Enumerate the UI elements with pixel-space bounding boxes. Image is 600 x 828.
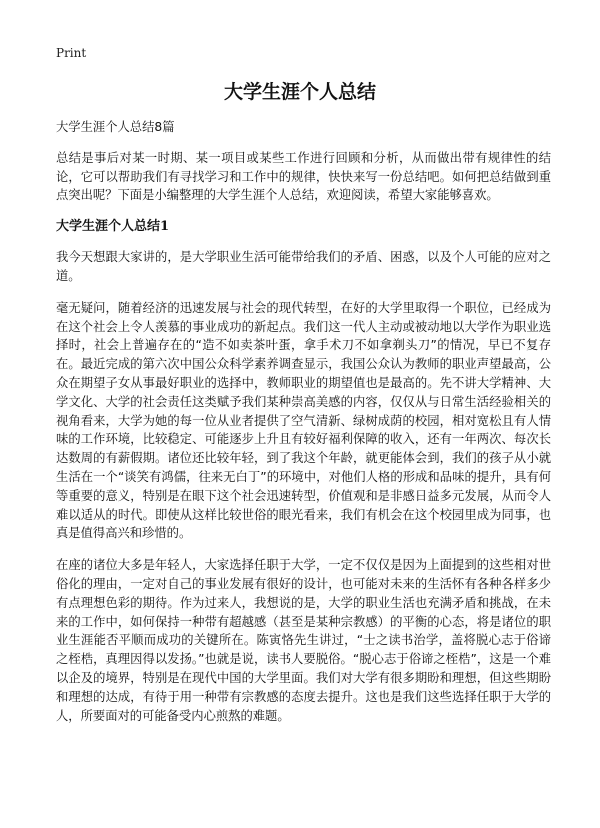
body-paragraph-3: 在座的诸位大多是年轻人，大家选择任职于大学，一定不仅仅是因为上面提到的这些相对世俗化的理由，一定对自己的事业发展有很好的设计，也可能对未来的生活怀有各种各样多少有点理想色彩的期待。作为过来人，我想说的是，大学的职业生活也充满矛盾和挑战，在未来的工作中，如何保持一种带有超越感（甚至是某种宗教感）的平衡的心态，将是诸位的职业生涯能否平顺而成功的关键所在。陈寅恪先生讲过，“士之读书治学，盖将脱心志于俗谛之桎梏，真理因得以发扬。”也就是说，读书人要脱俗。“脱心志于俗谛之桎梏”，这是一个难以企及的境界，特别是在现代中国的大学里面。我们对大学有很多期盼和理想，但这些期盼和理想的达成，有待于用一种带有宗教感的态度去提升。这也是我们这些选择任职于大学的人，所要面对的可能备受内心煎熬的难题。 <box>56 558 551 723</box>
article-subtitle: 大学生涯个人总结8篇 <box>56 120 175 134</box>
print-link[interactable]: Print <box>56 46 87 60</box>
body-paragraph-1: 我今天想跟大家讲的，是大学职业生活可能带给我们的矛盾、困惑，以及个人可能的应对之道。 <box>56 250 551 283</box>
intro-paragraph: 总结是事后对某一时期、某一项目或某些工作进行回顾和分析，从而做出带有规律性的结论，它可以帮助我们有寻找学习和工作中的规律，快快来写一份总结吧。如何把总结做到重点突出呢？下面是小编整理的大学生涯个人总结，欢迎阅读，希望大家能够喜欢。 <box>56 150 551 203</box>
page-title: 大学生涯个人总结 <box>223 81 376 103</box>
body-paragraph-2: 毫无疑问，随着经济的迅速发展与社会的现代转型，在好的大学里取得一个职位，已经成为在这个社会上令人羡慕的事业成功的新起点。我们这一代人主动或被动地以大学作为职业选择时，社会上普遍存在的“造不如卖茶叶蛋，拿手术刀不如拿剃头刀”的情况，早已不复存在。最近完成的第六次中国公众科学素养调查显示，我国公众认为教师的职业声望最高，公众在期望子女从事最好职业的选择中，教师职业的期望值也是最高的。先不讲大学精神、大学文化、大学的社会责任这类赋予我们某种崇高美感的内容，仅仅从与日常生活经验相关的视角看来，大学为她的每一位从业者提供了空气清新、绿树成荫的校园，相对宽松且有人情味的工作环境，比较稳定、可能逐步上升且有较好福利保障的收入，还有一年两次、每次长达数周的有薪假期。诸位还比较年轻，到了我这个年龄，就更能体会到，我们的孩子从小就生活在一个“谈笑有鸿儒，往来无白丁”的环境中，对他们人格的形成和品味的提升，具有何等重要的意义，特别是在眼下这个社会迅速转型，价值观和是非感日益多元发展，从而令人难以适从的时代。即使从这样比较世俗的眼光看来，我们有机会在这个校园里成为同事，也真是值得高兴和珍惜的。 <box>56 300 551 541</box>
section-heading: 大学生涯个人总结1 <box>56 219 170 235</box>
article-body <box>56 118 551 738</box>
